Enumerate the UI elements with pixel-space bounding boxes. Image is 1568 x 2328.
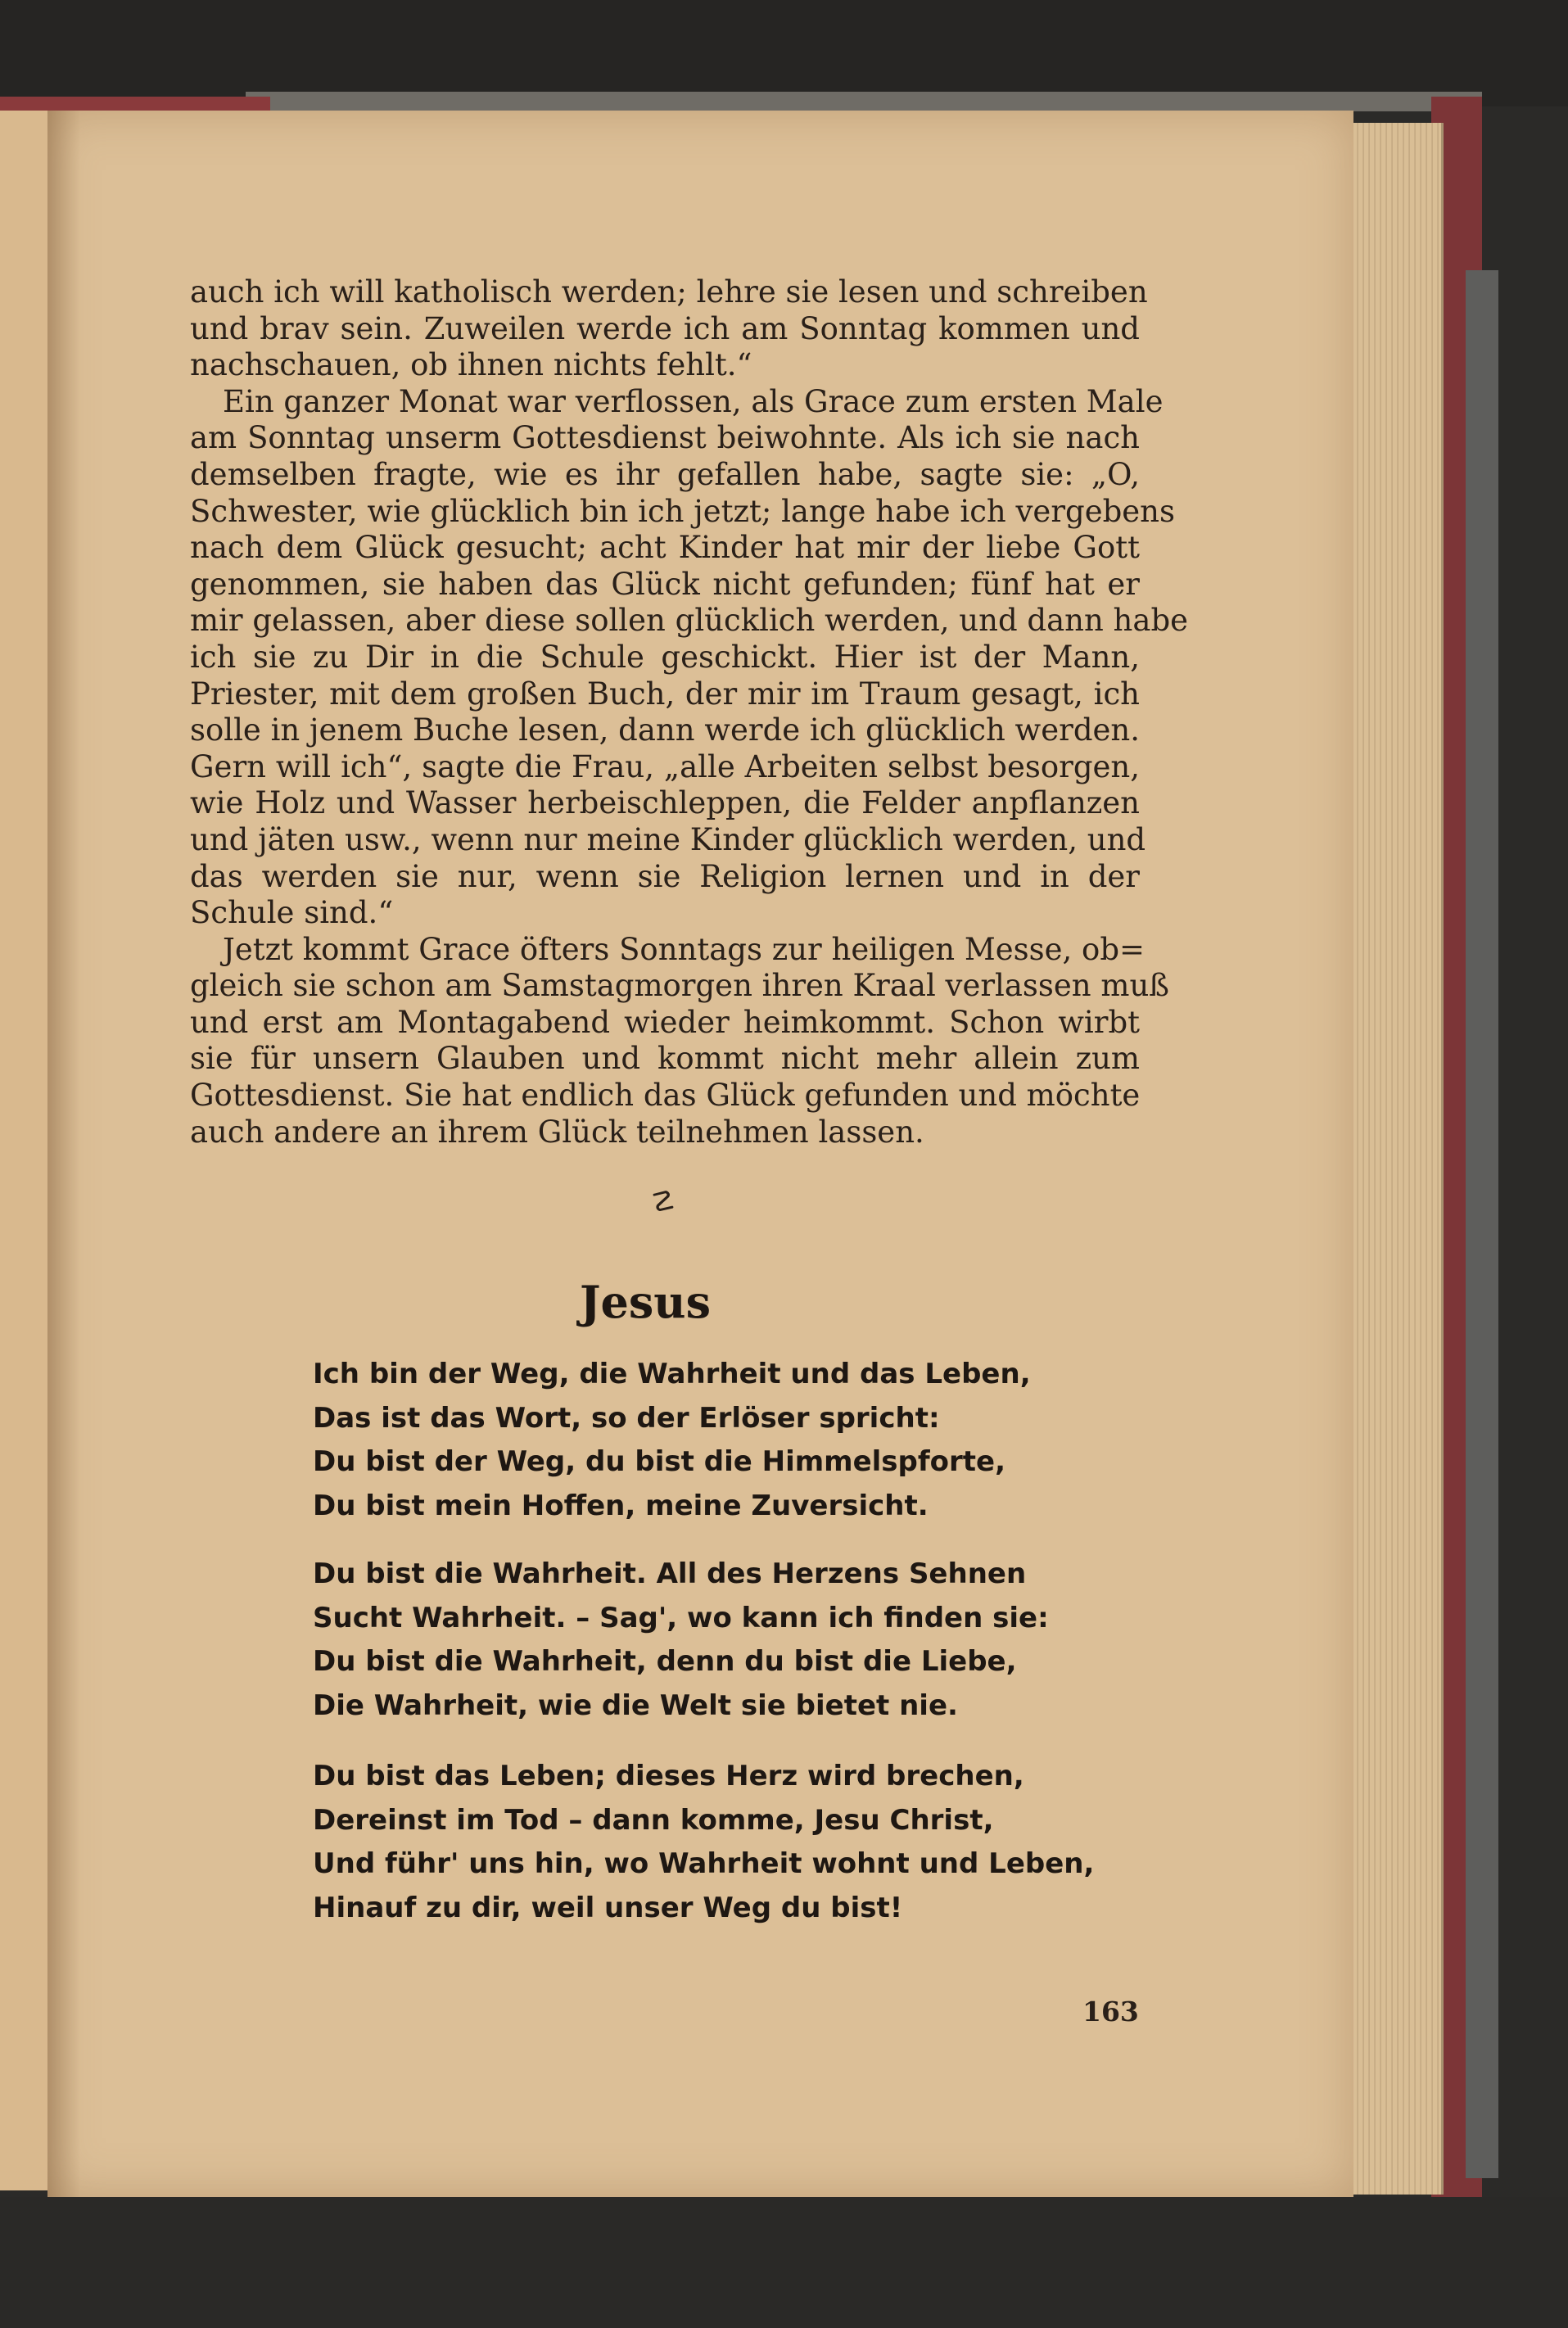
text-line: Schwester, wie glücklich bin ich jetzt; lange habe ich vergebens	[190, 493, 1175, 529]
paragraph	[190, 383, 1189, 932]
gutter-shadow	[47, 111, 80, 2197]
text-line: ich sie zu Dir in die Schule geschickt. Hier ist der Mann,	[190, 639, 1140, 675]
text-line: und jäten usw., wenn nur meine Kinder glücklich werden, und	[190, 821, 1146, 857]
scan-background	[0, 0, 1568, 106]
poem-stanza	[313, 1353, 1132, 1528]
text-line: demselben fragte, wie es ihr gefallen habe, sagte sie: „O,	[190, 456, 1140, 492]
text-line: und erst am Montagabend wieder heimkommt. Schon wirbt	[190, 1004, 1140, 1040]
page-number: 163	[1082, 1996, 1139, 2027]
text-line: Gern will ich“, sagte die Frau, „alle Arbeiten selbst besorgen,	[190, 748, 1140, 784]
text-line: solle in jenem Buche lesen, dann werde ich glücklich werden.	[190, 712, 1140, 748]
left-page-edge	[0, 111, 49, 2190]
text-line: auch ich will katholisch werden; lehre sie lesen und schreiben	[190, 274, 1148, 310]
text-line: Priester, mit dem großen Buch, der mir im Traum gesagt, ich	[190, 676, 1140, 712]
page-stack-edges	[1347, 123, 1444, 2195]
paragraph	[190, 274, 1148, 384]
poem-line: Die Wahrheit, wie die Welt sie bietet nie.	[313, 1688, 958, 1722]
poem-line: Du bist das Leben; dieses Herz wird brechen,	[313, 1760, 1024, 1792]
poem-title: Jesus	[580, 1276, 711, 1328]
book-spine-marbled	[1466, 270, 1498, 2178]
poem-line: Und führ' uns hin, wo Wahrheit wohnt und Leben,	[313, 1847, 1095, 1880]
text-line: am Sonntag unserm Gottesdienst beiwohnte. Als ich sie nach	[190, 420, 1140, 456]
text-line: sie für unsern Glauben und kommt nicht mehr allein zum	[190, 1041, 1140, 1077]
text-line: auch andere an ihrem Glück teilnehmen lassen.	[190, 1114, 924, 1150]
prose-body	[190, 274, 1189, 1150]
text-line: Ein ganzer Monat war verflossen, als Grace zum ersten Male	[223, 383, 1164, 419]
text-line: gleich sie schon am Samstagmorgen ihren Kraal verlassen muß	[190, 968, 1170, 1004]
text-line: mir gelassen, aber diese sollen glücklich werden, und dann habe	[190, 603, 1189, 639]
text-line: nachschauen, ob ihnen nichts fehlt.“	[190, 347, 752, 383]
scan-background-bottom	[0, 2197, 1568, 2328]
poem-line: Du bist der Weg, du bist die Himmelspforte,	[313, 1445, 1006, 1478]
poem-line: Du bist die Wahrheit, denn du bist die Liebe,	[313, 1645, 1017, 1678]
text-line: Schule sind.“	[190, 895, 394, 931]
poem-line: Du bist mein Hoffen, meine Zuversicht.	[313, 1489, 929, 1522]
text-line: Gottesdienst. Sie hat endlich das Glück gefunden und möchte	[190, 1078, 1141, 1114]
text-line: genommen, sie haben das Glück nicht gefunden; fünf hat er	[190, 566, 1140, 602]
poem-line: Ich bin der Weg, die Wahrheit und das Leben,	[313, 1358, 1031, 1390]
book-binding-strip	[246, 92, 1482, 111]
poem-line: Hinauf zu dir, weil unser Weg du bist!	[313, 1891, 903, 1924]
poem-stanza	[313, 1755, 1132, 1930]
text-line: nach dem Glück gesucht; acht Kinder hat mir der liebe Gott	[190, 530, 1140, 566]
text-line: das werden sie nur, wenn sie Religion lernen und in der	[190, 858, 1140, 894]
poem-stanza	[313, 1553, 1132, 1728]
poem-line: Sucht Wahrheit. – Sag', wo kann ich finden sie:	[313, 1601, 1049, 1634]
text-line: wie Holz und Wasser herbeischleppen, die Felder anpflanzen	[190, 785, 1140, 821]
poem-line: Du bist die Wahrheit. All des Herzens Sehnen	[313, 1557, 1027, 1590]
text-line: Jetzt kommt Grace öfters Sonntags zur heiligen Messe, ob=	[223, 931, 1145, 967]
poem-line: Dereinst im Tod – dann komme, Jesu Christ,	[313, 1803, 994, 1837]
section-separator-ornament: ☡	[650, 1186, 676, 1218]
poem-line: Das ist das Wort, so der Erlöser spricht:	[313, 1401, 940, 1435]
text-line: und brav sein. Zuweilen werde ich am Sonntag kommen und	[190, 310, 1140, 346]
paragraph	[190, 931, 1170, 1151]
